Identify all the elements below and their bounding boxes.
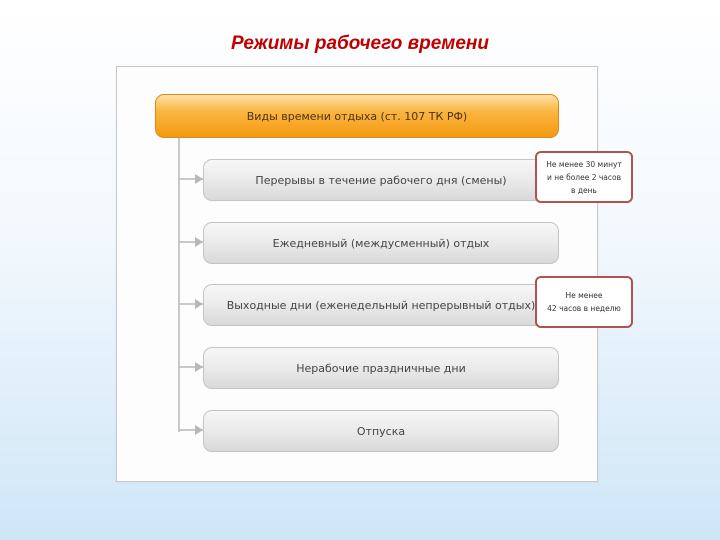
item-daily-rest: Ежедневный (междусменный) отдых [203, 222, 559, 264]
item-breaks: Перерывы в течение рабочего дня (смены) [203, 159, 559, 201]
item-vacations: Отпуска [203, 410, 559, 452]
item-weekends: Выходные дни (еженедельный непрерывный отдых) [203, 284, 559, 326]
note-weekends-line-2: 42 часов в неделю [547, 304, 621, 313]
item-holidays: Нерабочие праздничные дни [203, 347, 559, 389]
note-breaks-line-2: и не более 2 часов [546, 172, 622, 182]
diagram-frame [116, 66, 598, 482]
note-weekends-line-1: Не менее [565, 291, 603, 300]
note-breaks [535, 151, 633, 203]
note-weekends [535, 276, 633, 328]
note-breaks-line-3: в день [571, 185, 597, 195]
note-breaks-line-1: Не менее 30 минут [546, 159, 622, 169]
slide-title: Режимы рабочего времени [230, 33, 490, 54]
header-box: Виды времени отдыха (ст. 107 ТК РФ) [155, 94, 559, 138]
